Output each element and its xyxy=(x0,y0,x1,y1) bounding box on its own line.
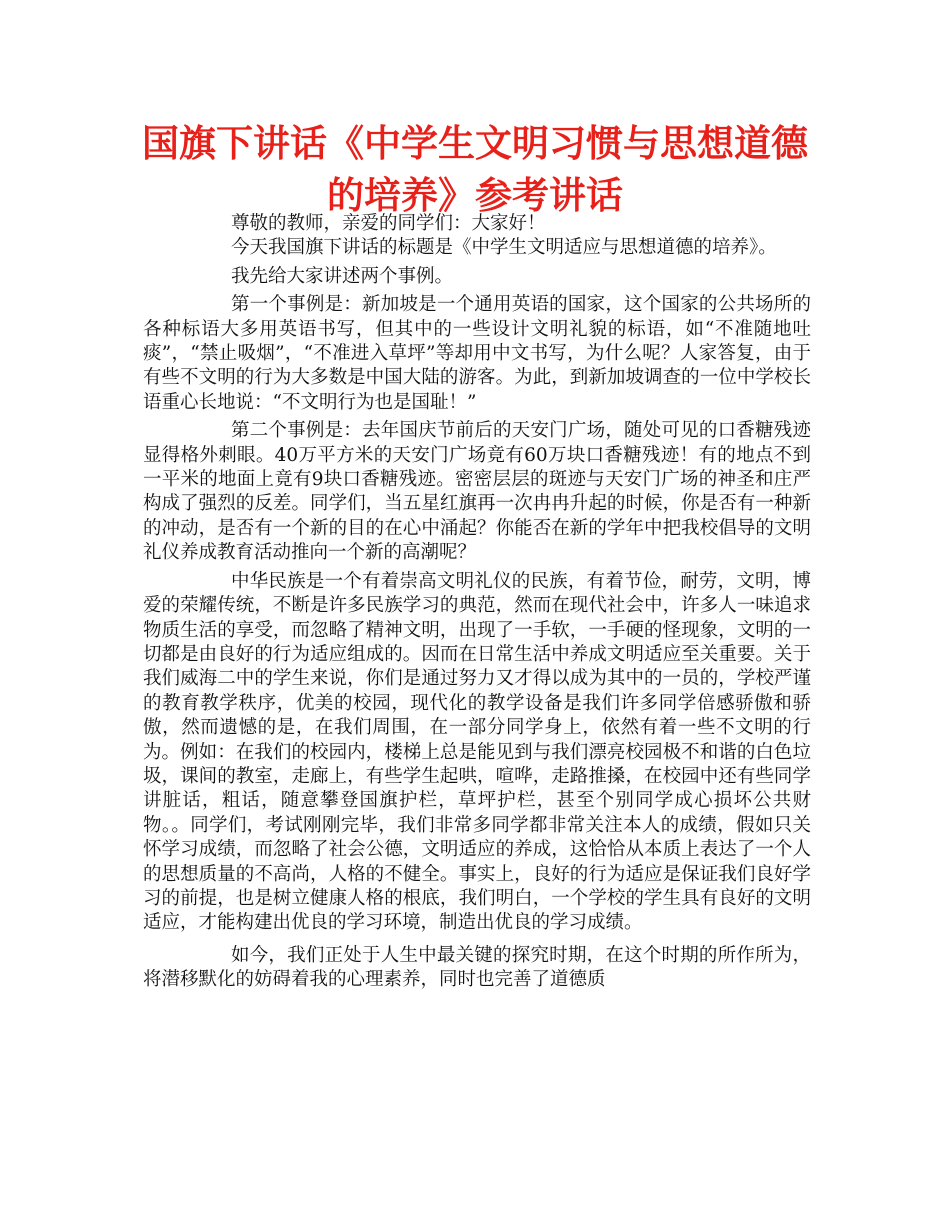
paragraph-example-two: 第二个事例是：去年国庆节前后的天安门广场，随处可见的口香糖残迹显得格外刺眼。40万平方米的天安门广场竟有60万块口香糖残迹！有的地点不到一平米的地面上竟有9块口香糖残迹。密密层层的斑迹与天安门广场的神圣和庄严构成了强烈的反差。同学们，当五星红旗再一次冉冉升起的时候，你是否有一种新的冲动，是否有一个新的目的在心中涌起？你能否在新的学年中把我校倡导的文明礼仪养成教育活动推向一个新的高潮呢？ xyxy=(143,420,811,564)
paragraph-intro: 我先给大家讲述两个事例。 xyxy=(231,265,454,287)
paragraph-civilization: 中华民族是一个有着崇高文明礼仪的民族，有着节俭，耐劳，文明，博爱的荣耀传统，不断是许多民族学习的典范，然而在现代社会中，许多人一味追求物质生活的享受，而忽略了精神文明，出现了一手软，一手硬的怪现象，文明的一切都是由良好的行为适应组成的。因而在日常生活中养成文明适应至关重要。关于我们威海二中的学生来说，你们是通过努力又才得以成为其中的一员的，学校严谨的教育教学秩序，优美的校园，现代化的教学设备是我们许多同学倍感骄傲和骄傲，然而遗憾的是，在我们周围，在一部分同学身上，依然有着一些不文明的行为。例如：在我们的校园内，楼梯上总是能见到与我们漂亮校园极不和谐的白色垃圾，课间的教室，走廊上，有些学生起哄，喧哗，走路推搡，在校园中还有些同学讲脏话，粗话，随意攀登国旗护栏，草坪护栏，甚至个别同学成心损坏公共财物。。同学们，考试刚刚完毕，我们非常多同学都非常关注本人的成绩，假如只关怀学习成绩，而忽略了社会公德，文明适应的养成，这恰恰从本质上表达了一个人的思想质量的不高尚，人格的不健全。事实上，良好的行为适应是保证我们良好学习的前提，也是树立健康人格的根底，我们明白，一个学校的学生具有良好的文明适应，才能构建出优良的学习环境，制造出优良的学习成绩。 xyxy=(143,570,811,934)
paragraph-example-one: 第一个事例是：新加坡是一个通用英语的国家，这个国家的公共场所的各种标语大多用英语书写，但其中的一些设计文明礼貌的标语，如“不准随地吐痰”，“禁止吸烟”，“不准进入草坪”等却用中文书写，为什么呢？人家答复，由于有些不文明的行为大多数是中国大陆的游客。为此，到新加坡调查的一位中学校长语重心长地说：“不文明行为也是国耻！” xyxy=(143,294,811,413)
paragraph-topic: 今天我国旗下讲话的标题是《中学生文明适应与思想道德的培养》。 xyxy=(231,237,777,259)
paragraph-now: 如今，我们正处于人生中最关键的探究时期，在这个时期的所作所为，将潜移默化的妨碍着我的心理素养，同时也完善了道德质 xyxy=(143,944,811,991)
document-body xyxy=(143,212,811,993)
paragraph-greeting: 尊敬的教师，亲爱的同学们：大家好！ xyxy=(231,213,546,234)
document-title: 国旗下讲话《中学生文明习惯与思想道德的培养》参考讲话 xyxy=(142,122,808,217)
